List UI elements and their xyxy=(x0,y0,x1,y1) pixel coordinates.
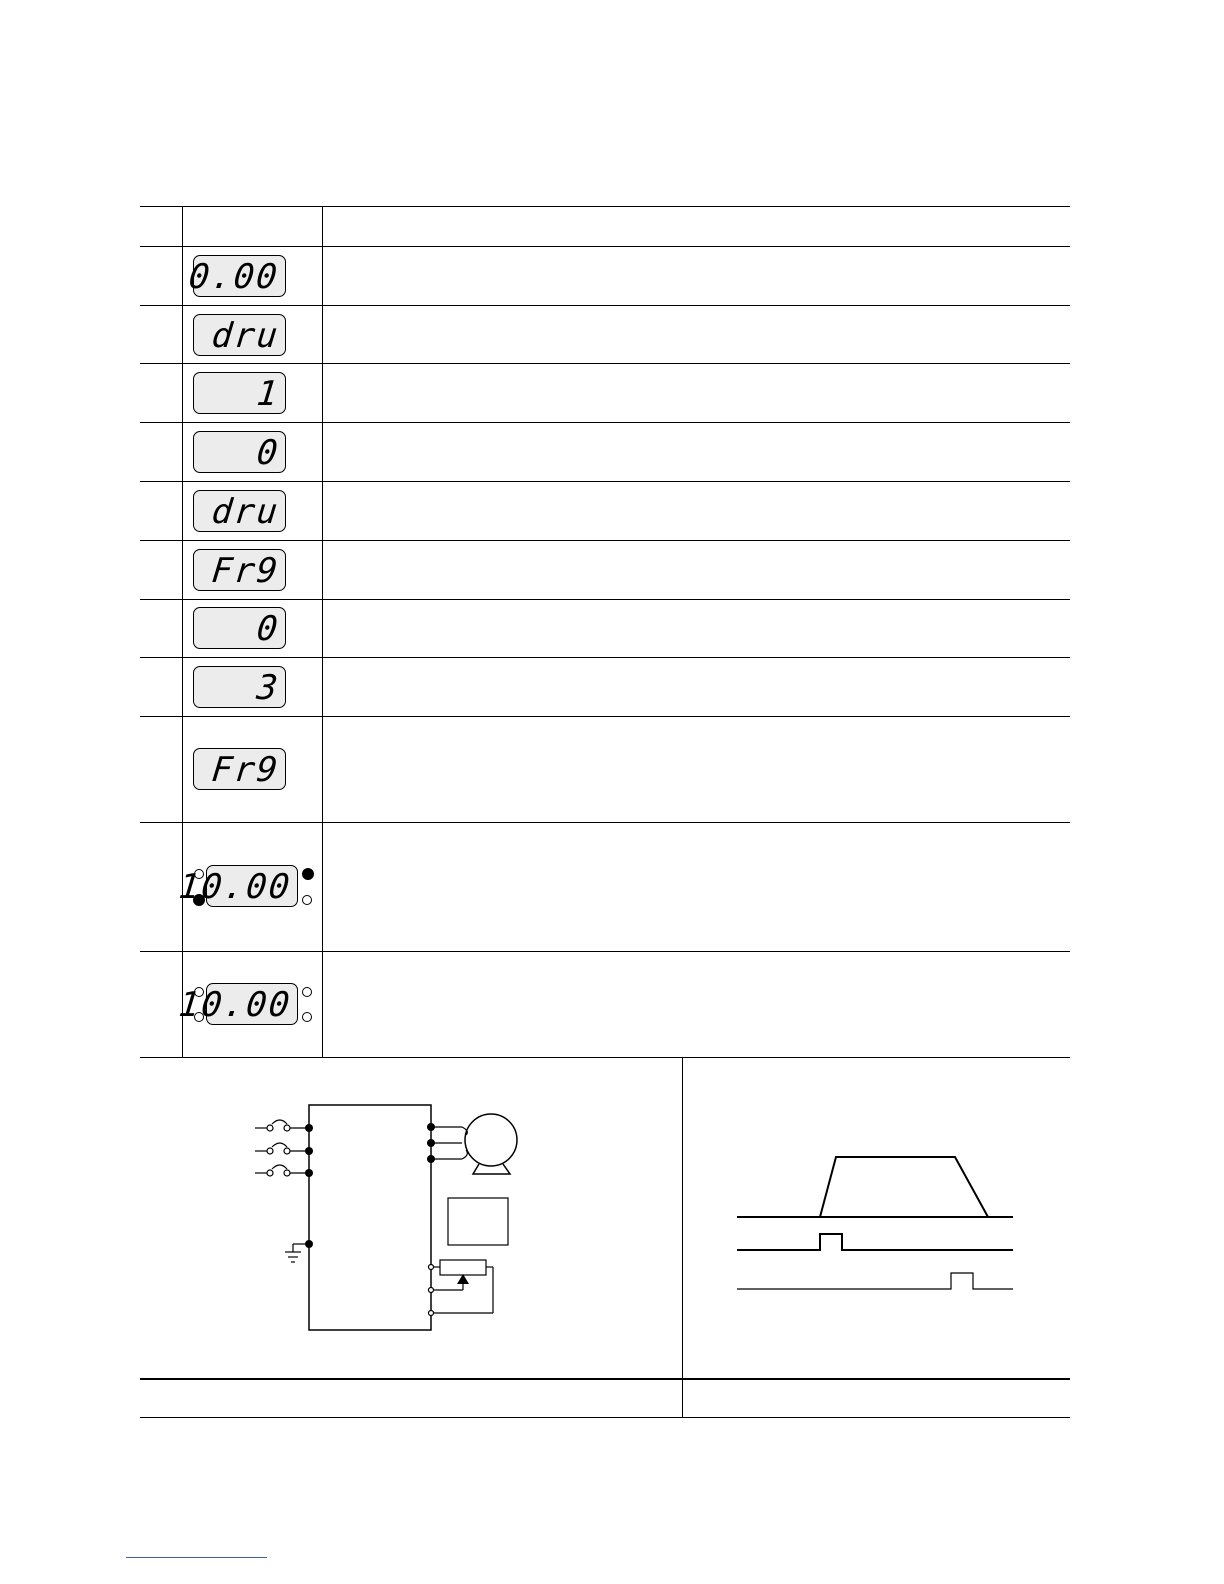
lcd-display xyxy=(176,983,298,1025)
lcd-display xyxy=(193,666,286,708)
potentiometer xyxy=(429,1260,494,1316)
figure-divider xyxy=(682,1057,683,1417)
lcd-value: Fr9 xyxy=(209,551,281,591)
lcd-value: 0 xyxy=(254,433,281,473)
lcd-value: Fr9 xyxy=(209,750,281,790)
inverter-box xyxy=(309,1105,431,1330)
lcd-display xyxy=(193,549,286,591)
input-switch xyxy=(255,1120,309,1131)
status-led-bottom-right xyxy=(302,895,312,905)
lcd-value: 3 xyxy=(254,668,281,708)
row-rule xyxy=(140,481,1070,482)
footer-link-underline xyxy=(126,1557,267,1558)
lcd-display xyxy=(193,431,286,473)
caption-bottom-rule xyxy=(140,1417,1070,1418)
lcd-display xyxy=(193,314,286,356)
row-rule xyxy=(140,422,1070,423)
table-header-rule xyxy=(140,246,1070,247)
lcd-display xyxy=(176,865,298,907)
stop-signal xyxy=(737,1273,1013,1289)
row-rule xyxy=(140,363,1070,364)
keypad-box xyxy=(448,1198,508,1245)
row-rule xyxy=(140,657,1070,658)
lcd-value: 10.00 xyxy=(176,985,293,1025)
input-switch xyxy=(255,1143,309,1154)
status-led-bottom-right xyxy=(302,1012,312,1022)
row-rule xyxy=(140,599,1070,600)
col-divider-step xyxy=(182,206,183,1057)
row-rule xyxy=(140,716,1070,717)
row-rule xyxy=(140,305,1070,306)
lcd-value: dru xyxy=(209,492,281,532)
lcd-display xyxy=(193,490,286,532)
figure-bottom-rule xyxy=(140,1378,1070,1380)
input-switch xyxy=(255,1165,309,1176)
frequency-profile xyxy=(820,1157,988,1217)
table-bottom-rule xyxy=(140,1057,1070,1058)
lcd-value: 10.00 xyxy=(176,867,293,907)
timing-diagram xyxy=(730,1150,1020,1295)
col-divider-display xyxy=(322,206,323,1057)
run-signal xyxy=(737,1234,1013,1250)
lcd-display xyxy=(193,748,286,790)
lcd-value: 1 xyxy=(254,374,281,414)
motor-icon xyxy=(465,1114,517,1174)
row-rule xyxy=(140,822,1070,823)
lcd-display xyxy=(186,255,286,297)
table-top-rule xyxy=(140,206,1070,207)
status-led-top-right xyxy=(302,987,312,997)
lcd-value: dru xyxy=(209,316,281,356)
lcd-value: 0.00 xyxy=(186,257,281,297)
ground-symbol xyxy=(285,1244,309,1262)
lcd-display xyxy=(193,372,286,414)
lcd-value: 0 xyxy=(254,609,281,649)
row-rule xyxy=(140,540,1070,541)
wiring-diagram xyxy=(240,1090,530,1340)
lcd-display xyxy=(193,607,286,649)
status-led-top-right xyxy=(302,868,314,880)
row-rule xyxy=(140,951,1070,952)
